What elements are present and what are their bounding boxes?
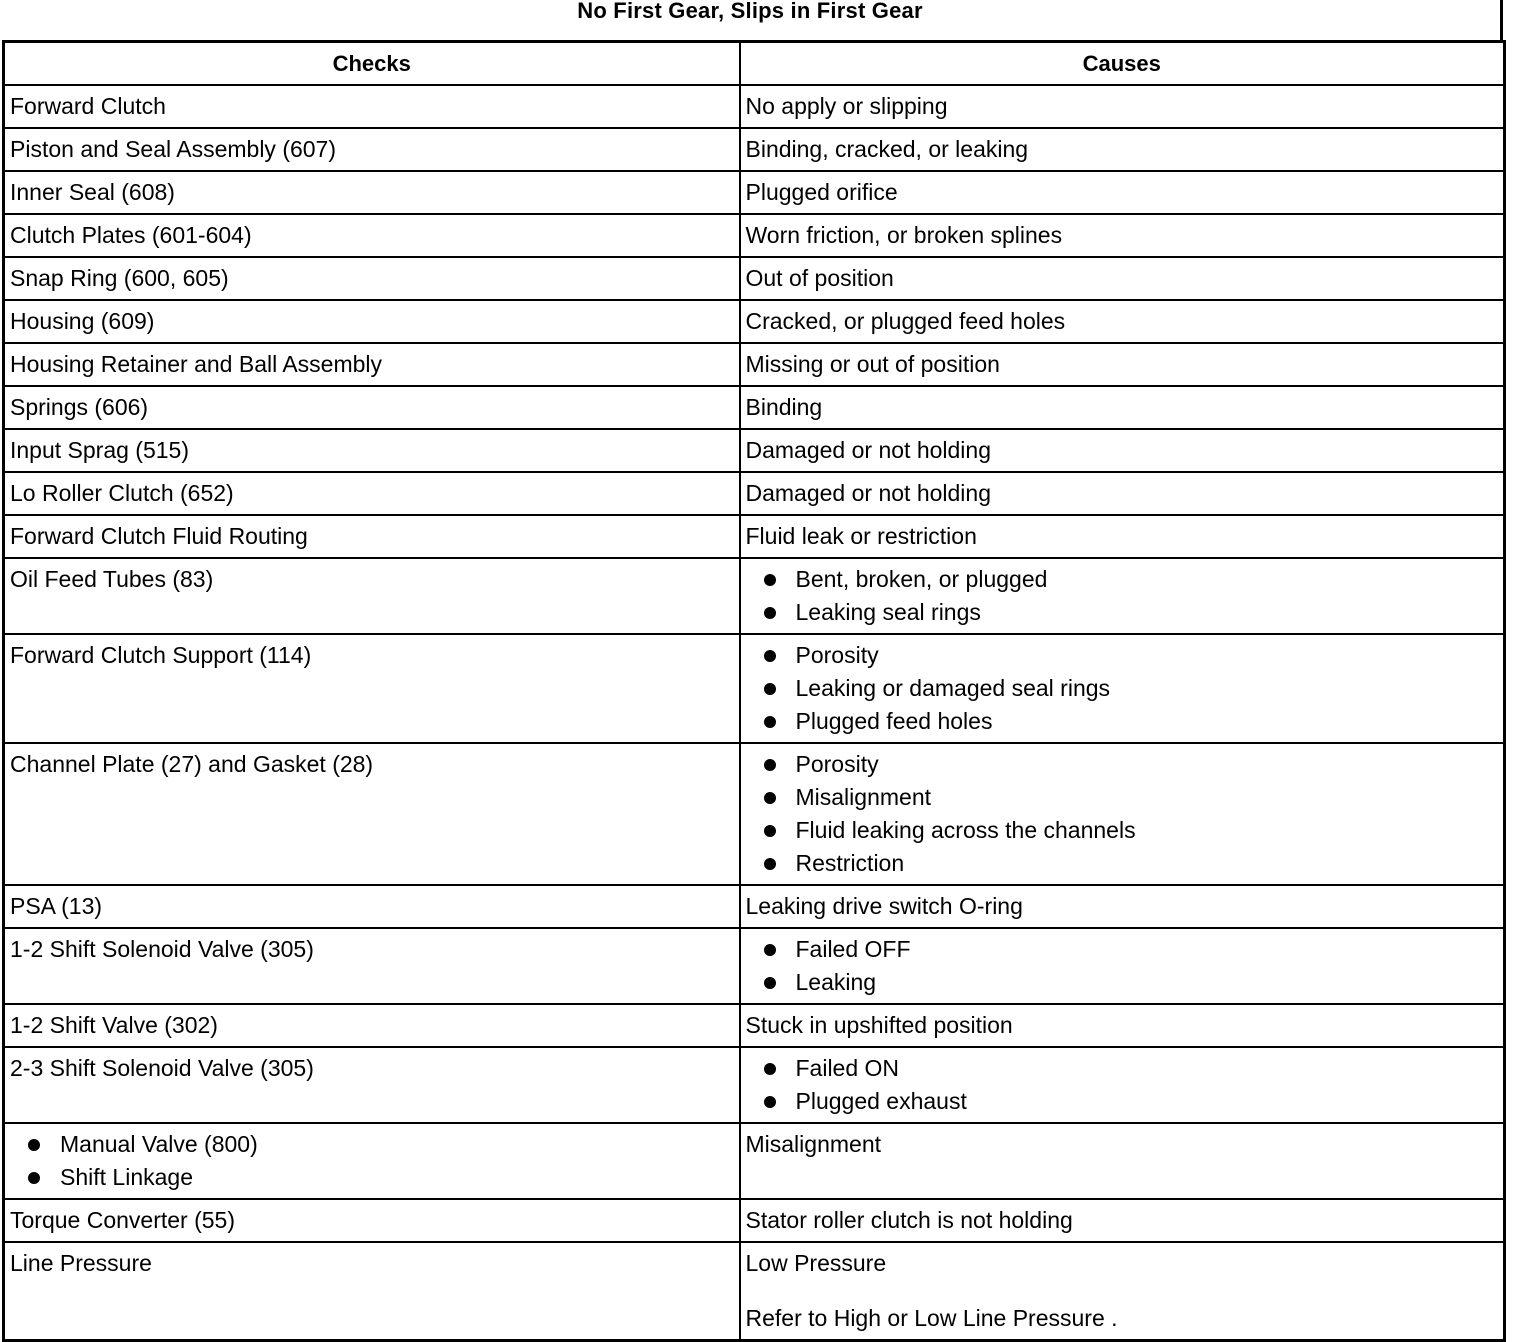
cause-cell (740, 300, 1505, 343)
cause-cell (740, 743, 1505, 885)
table-row (4, 558, 1505, 634)
bullet-item: Failed ON (764, 1052, 1499, 1085)
cause-cell (740, 1047, 1505, 1123)
bullet-item: Restriction (764, 847, 1499, 880)
check-cell (4, 928, 740, 1004)
bullet-list (746, 639, 1499, 738)
check-cell (4, 515, 740, 558)
check-cell-text: Forward Clutch Fluid Routing (10, 523, 308, 549)
check-cell (4, 128, 740, 171)
bullet-item: Leaking or damaged seal rings (764, 672, 1499, 705)
table-row (4, 515, 1505, 558)
bullet-item: Misalignment (764, 781, 1499, 814)
cause-cell-text: Worn friction, or broken splines (745, 222, 1063, 248)
cause-cell-text: Misalignment (745, 1131, 881, 1157)
check-cell-text: 1-2 Shift Solenoid Valve (305) (10, 936, 314, 962)
check-cell-text: Forward Clutch Support (114) (10, 642, 312, 668)
bullet-list (746, 933, 1499, 999)
cause-cell-text: No apply or slipping (745, 93, 948, 119)
bullet-item: Fluid leaking across the channels (764, 814, 1499, 847)
bullet-item: Leaking seal rings (764, 596, 1499, 629)
bullet-list (746, 748, 1499, 880)
bullet-item: Bent, broken, or plugged (764, 563, 1499, 596)
bullet-item: Plugged feed holes (764, 705, 1499, 738)
check-cell (4, 1123, 740, 1199)
cause-cell (740, 634, 1505, 743)
table-row (4, 634, 1505, 743)
check-cell-text: Housing (609) (10, 308, 155, 334)
cause-note: Refer to High or Low Line Pressure . (745, 1305, 1118, 1331)
table-row (4, 85, 1505, 128)
bullet-item: Porosity (764, 748, 1499, 781)
check-cell-text: Snap Ring (600, 605) (10, 265, 229, 291)
cause-cell-text: Out of position (745, 265, 894, 291)
diagnostic-table (2, 40, 1506, 1342)
check-cell (4, 1199, 740, 1242)
check-cell-text: Springs (606) (10, 394, 149, 420)
check-cell-text: Forward Clutch (10, 93, 166, 119)
cause-cell-text: Damaged or not holding (745, 437, 991, 463)
table-body (4, 85, 1505, 1341)
cause-cell (740, 171, 1505, 214)
cause-cell-text: Cracked, or plugged feed holes (745, 308, 1066, 334)
table-row (4, 928, 1505, 1004)
check-cell-text: 2-3 Shift Solenoid Valve (305) (10, 1055, 314, 1081)
check-cell (4, 171, 740, 214)
check-cell (4, 214, 740, 257)
column-header-checks: Checks (4, 42, 740, 86)
cause-cell (740, 85, 1505, 128)
cause-cell-text: Low Pressure (745, 1250, 887, 1276)
cause-cell (740, 472, 1505, 515)
check-cell (4, 634, 740, 743)
check-cell (4, 1047, 740, 1123)
cause-cell (740, 214, 1505, 257)
table-row (4, 743, 1505, 885)
cause-cell-text: Missing or out of position (745, 351, 1000, 377)
check-cell-text: Input Sprag (515) (10, 437, 190, 463)
check-cell (4, 1004, 740, 1047)
cause-cell (740, 885, 1505, 928)
cause-cell-text: Stuck in upshifted position (745, 1012, 1013, 1038)
check-cell (4, 743, 740, 885)
table-row (4, 128, 1505, 171)
table-header-row (4, 42, 1505, 86)
table-row (4, 386, 1505, 429)
check-cell-text: PSA (13) (10, 893, 103, 919)
table-row (4, 257, 1505, 300)
table-row (4, 1123, 1505, 1199)
table-row (4, 343, 1505, 386)
check-cell (4, 85, 740, 128)
table-row (4, 429, 1505, 472)
cause-cell-text: Damaged or not holding (745, 480, 991, 506)
table-row (4, 1004, 1505, 1047)
check-cell (4, 300, 740, 343)
cause-cell (740, 1123, 1505, 1199)
check-cell (4, 386, 740, 429)
bullet-item: Shift Linkage (28, 1161, 734, 1194)
bullet-list (10, 1128, 734, 1194)
bullet-item: Porosity (764, 639, 1499, 672)
cause-cell-text: Plugged orifice (745, 179, 898, 205)
cause-cell-text: Leaking drive switch O-ring (745, 893, 1023, 919)
page-title: No First Gear, Slips in First Gear (577, 0, 923, 23)
column-header-causes: Causes (740, 42, 1505, 86)
check-cell-text: Clutch Plates (601-604) (10, 222, 252, 248)
cause-cell (740, 128, 1505, 171)
table-row (4, 885, 1505, 928)
check-cell (4, 257, 740, 300)
check-cell (4, 429, 740, 472)
cause-cell (740, 515, 1505, 558)
table-row (4, 214, 1505, 257)
cause-cell (740, 1004, 1505, 1047)
cause-cell (740, 928, 1505, 1004)
cause-cell (740, 558, 1505, 634)
cause-cell (740, 343, 1505, 386)
cause-cell (740, 1242, 1505, 1341)
table-row (4, 1199, 1505, 1242)
check-cell-text: Housing Retainer and Ball Assembly (10, 351, 383, 377)
bullet-item: Manual Valve (800) (28, 1128, 734, 1161)
check-cell (4, 472, 740, 515)
check-cell-text: Torque Converter (55) (10, 1207, 235, 1233)
check-cell-text: Inner Seal (608) (10, 179, 175, 205)
bullet-item: Plugged exhaust (764, 1085, 1499, 1118)
table-row (4, 1047, 1505, 1123)
check-cell (4, 558, 740, 634)
check-cell-text: Lo Roller Clutch (652) (10, 480, 234, 506)
check-cell-text: Piston and Seal Assembly (607) (10, 136, 337, 162)
table-row (4, 300, 1505, 343)
bullet-item: Failed OFF (764, 933, 1499, 966)
cause-cell (740, 386, 1505, 429)
check-cell-text: 1-2 Shift Valve (302) (10, 1012, 218, 1038)
right-rule (1500, 0, 1503, 42)
table-row (4, 472, 1505, 515)
cause-cell-text: Binding, cracked, or leaking (745, 136, 1029, 162)
table-row (4, 1242, 1505, 1341)
check-cell (4, 1242, 740, 1341)
cause-cell (740, 257, 1505, 300)
check-cell (4, 343, 740, 386)
check-cell-text: Oil Feed Tubes (83) (10, 566, 214, 592)
cause-cell (740, 1199, 1505, 1242)
check-cell-text: Line Pressure (10, 1250, 152, 1276)
cause-cell (740, 429, 1505, 472)
check-cell-text: Channel Plate (27) and Gasket (28) (10, 751, 374, 777)
table-row (4, 171, 1505, 214)
cause-cell-text: Fluid leak or restriction (745, 523, 977, 549)
cause-cell-text: Binding (745, 394, 823, 420)
bullet-list (746, 563, 1499, 629)
bullet-item: Leaking (764, 966, 1499, 999)
check-cell (4, 885, 740, 928)
cause-cell-text: Stator roller clutch is not holding (745, 1207, 1073, 1233)
bullet-list (746, 1052, 1499, 1118)
